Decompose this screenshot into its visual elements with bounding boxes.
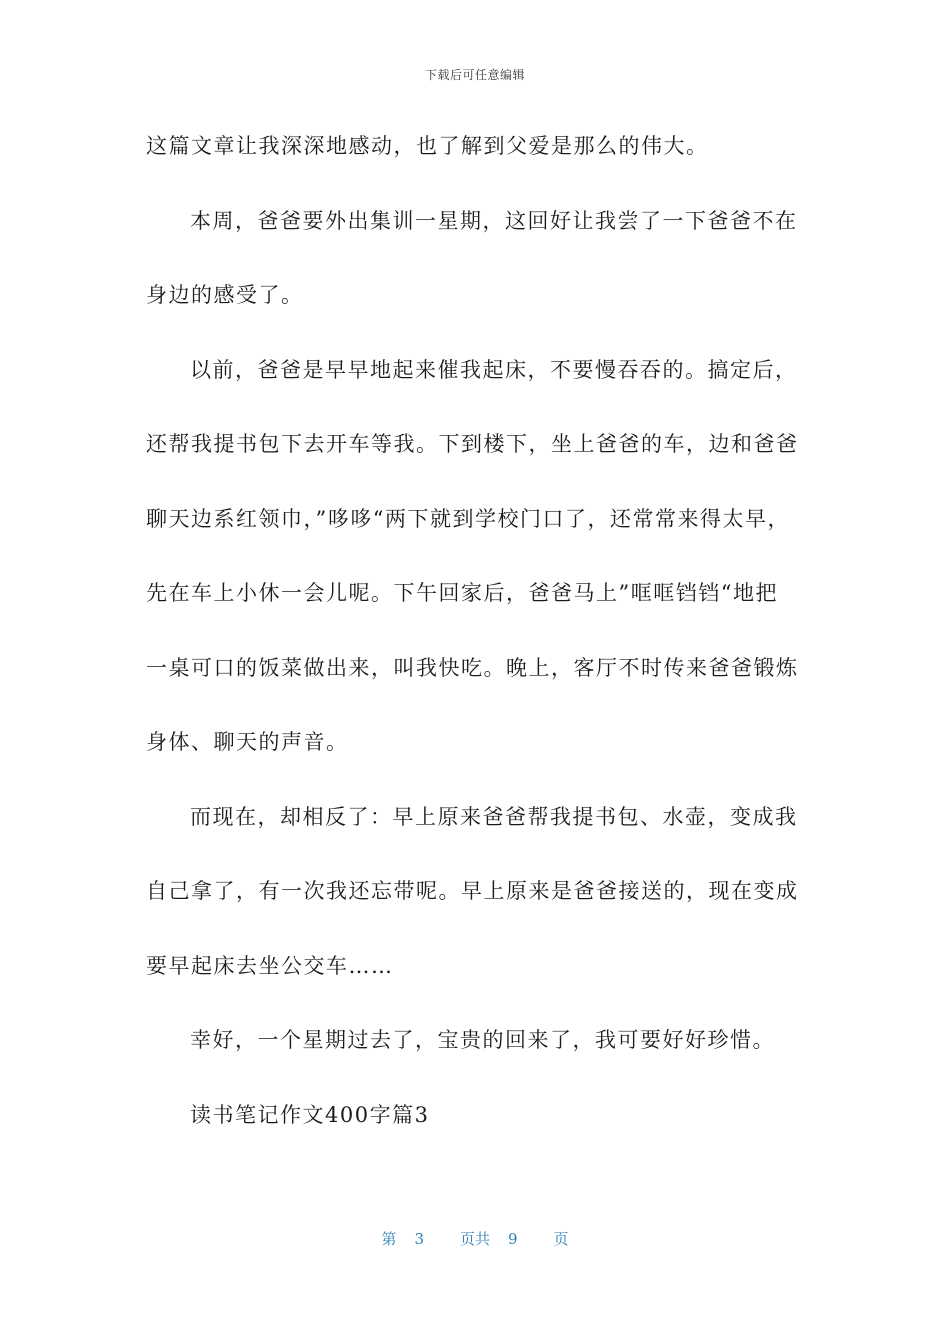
page-current: 3 xyxy=(414,1230,424,1248)
body-line-11: 自己拿了，有一次我还忘带呢。早上原来是爸爸接送的，现在变成 xyxy=(146,879,799,903)
document-body xyxy=(146,124,806,1167)
body-line-10: 而现在，却相反了：早上原来爸爸帮我提书包、水壶，变成我 xyxy=(190,804,798,829)
page-header-note: 下载后可任意编辑 xyxy=(424,68,525,82)
page-middle: 页共 xyxy=(459,1230,490,1248)
body-line-7: 先在车上小休一会儿呢。下午回家后，爸爸马上”哐哐铛铛“地把 xyxy=(146,581,778,605)
body-line-8: 一桌可口的饭菜做出来，叫我快吃。晚上，客厅不时传来爸爸锻炼 xyxy=(146,655,799,680)
body-line-6: 聊天边系红领巾，”哆哆“两下就到学校门口了，还常常来得太早， xyxy=(146,506,790,531)
body-line-12: 要早起床去坐公交车…… xyxy=(146,953,394,978)
body-line-5: 还帮我提书包下去开车等我。下到楼下，坐上爸爸的车，边和爸爸 xyxy=(146,432,799,456)
page-suffix: 页 xyxy=(553,1230,569,1248)
page-footer xyxy=(0,1228,950,1249)
body-line-13: 幸好，一个星期过去了，宝贵的回来了，我可要好好珍惜。 xyxy=(190,1028,775,1052)
page-total: 9 xyxy=(508,1230,518,1248)
body-line-4: 以前，爸爸是早早地起来催我起床，不要慢吞吞的。搞定后， xyxy=(190,357,798,382)
page-prefix: 第 xyxy=(381,1230,397,1248)
section-heading: 读书笔记作文400字篇3 xyxy=(190,1102,430,1127)
body-line-1: 这篇文章让我深深地感动，也了解到父爱是那么的伟大。 xyxy=(146,134,709,158)
body-line-9: 身体、聊天的声音。 xyxy=(146,730,349,754)
body-line-2: 本周，爸爸要外出集训一星期，这回好让我尝了一下爸爸不在 xyxy=(190,208,798,233)
body-line-3: 身边的感受了。 xyxy=(146,283,304,307)
